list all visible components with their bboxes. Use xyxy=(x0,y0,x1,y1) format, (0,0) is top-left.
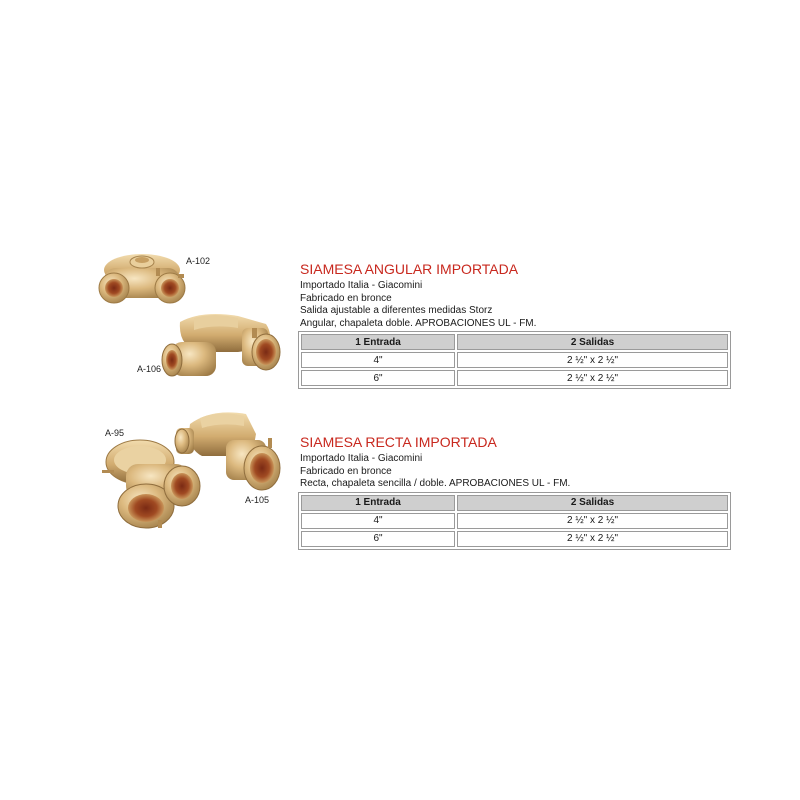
table-cell: 6" xyxy=(301,370,455,386)
table-header-row xyxy=(301,495,728,511)
table-row xyxy=(301,370,728,386)
column-header: 2 Salidas xyxy=(457,495,728,511)
siamesa-a105-image xyxy=(172,404,284,500)
desc-line: Angular, chapaleta doble. APROBACIONES UL - FM. xyxy=(300,317,537,329)
desc-line: Salida ajustable a diferentes medidas Storz xyxy=(300,305,493,316)
desc-line: Fabricado en bronce xyxy=(300,292,392,304)
table-header-row xyxy=(301,334,728,350)
desc-line: Importado Italia - Giacomini xyxy=(300,280,423,291)
table-cell: 4" xyxy=(301,352,455,368)
column-header: 1 Entrada xyxy=(301,495,455,511)
code-a105: A-105 xyxy=(245,495,270,505)
table-row xyxy=(301,352,728,368)
siamesa-a106-image xyxy=(142,306,288,386)
section-siamesa-recta xyxy=(300,434,732,550)
table-cell: 4" xyxy=(301,513,455,529)
desc-line: Recta, chapaleta sencilla / doble. APROBACIONES UL - FM. xyxy=(300,478,571,489)
column-header: 1 Entrada xyxy=(301,334,455,350)
section-siamesa-angular xyxy=(300,261,732,389)
spec-table xyxy=(298,331,731,389)
section-title: SIAMESA RECTA IMPORTADA xyxy=(300,434,497,450)
desc-line: Importado Italia - Giacomini xyxy=(300,453,423,464)
section-title: SIAMESA ANGULAR IMPORTADA xyxy=(300,261,519,277)
table-cell: 2 ½" x 2 ½" xyxy=(457,513,728,529)
table-cell: 6" xyxy=(301,531,455,547)
table-cell: 2 ½" x 2 ½" xyxy=(457,531,728,547)
spec-table xyxy=(298,492,731,550)
table-row xyxy=(301,531,728,547)
table-cell: 2 ½" x 2 ½" xyxy=(457,352,728,368)
code-a106: A-106 xyxy=(137,364,162,374)
column-header: 2 Salidas xyxy=(457,334,728,350)
table-cell: 2 ½" x 2 ½" xyxy=(457,370,728,386)
code-a102: A-102 xyxy=(186,256,211,266)
desc-line: Fabricado en bronce xyxy=(300,465,392,477)
code-a95: A-95 xyxy=(105,428,125,438)
table-row xyxy=(301,513,728,529)
